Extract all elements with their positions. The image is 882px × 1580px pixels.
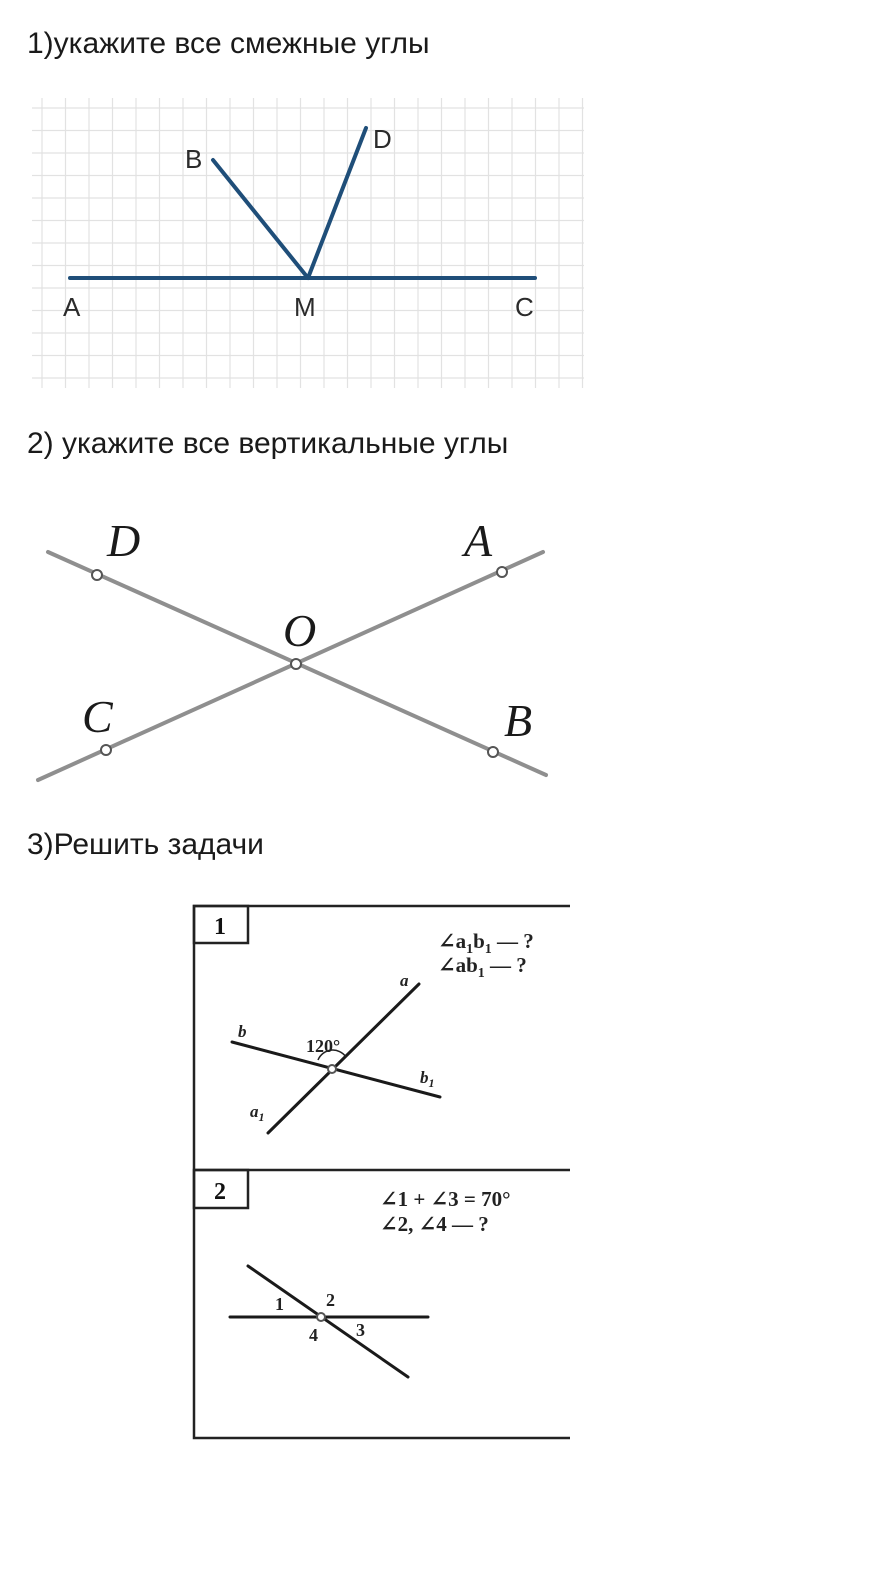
- ray-MB: [213, 160, 308, 278]
- label-a: a: [400, 971, 409, 990]
- label-C: C: [515, 292, 534, 322]
- label-C: C: [82, 691, 113, 742]
- adjacent-angles-figure: [32, 98, 584, 388]
- task-1: [194, 906, 534, 1133]
- question-3-heading: 3)Решить задачи: [27, 828, 264, 861]
- ray-MD: [308, 128, 366, 278]
- angle-label: 120°: [306, 1036, 341, 1056]
- label-A: A: [464, 515, 493, 566]
- label-B: B: [185, 144, 203, 174]
- task-1-question-2: $\angle ab_1$ — ?: [438, 953, 527, 981]
- point-B: [488, 747, 498, 757]
- tasks-figure: [194, 906, 570, 1438]
- angle-3-label: 3: [356, 1320, 365, 1340]
- question-1-heading: 1)укажите все смежные углы: [27, 27, 430, 60]
- point-O: [291, 659, 301, 669]
- label-a1: $a_1$: [250, 1102, 265, 1124]
- task-2-question: ∠2, ∠4 — ?: [380, 1212, 489, 1236]
- intersection-point: [328, 1065, 336, 1073]
- label-b1: $b_1$: [420, 1068, 435, 1090]
- vertical-angles-figure: [38, 515, 546, 780]
- oblique-line: [248, 1266, 408, 1377]
- question-2-heading: 2) укажите все вертикальные углы: [27, 427, 509, 460]
- task-2: [194, 1170, 511, 1377]
- intersection-point: [317, 1313, 325, 1321]
- task-1-question-1: $\angle a_1b_1$ — ?: [438, 929, 534, 957]
- label-b: b: [238, 1022, 247, 1041]
- angle-2-label: 2: [326, 1290, 335, 1310]
- label-A: A: [63, 292, 81, 322]
- label-O: O: [283, 605, 317, 656]
- label-B: B: [504, 695, 533, 746]
- label-M: M: [294, 292, 316, 322]
- point-C: [101, 745, 111, 755]
- task-2-number: 2: [214, 1179, 226, 1205]
- label-D: D: [107, 515, 141, 566]
- angle-1-label: 1: [275, 1294, 284, 1314]
- point-D: [92, 570, 102, 580]
- label-D: D: [373, 124, 392, 154]
- task-1-number: 1: [214, 914, 226, 940]
- angle-4-label: 4: [309, 1325, 318, 1345]
- grid-background: [32, 98, 584, 388]
- task-2-given: ∠1 + ∠3 = 70°: [380, 1187, 511, 1211]
- point-A: [497, 567, 507, 577]
